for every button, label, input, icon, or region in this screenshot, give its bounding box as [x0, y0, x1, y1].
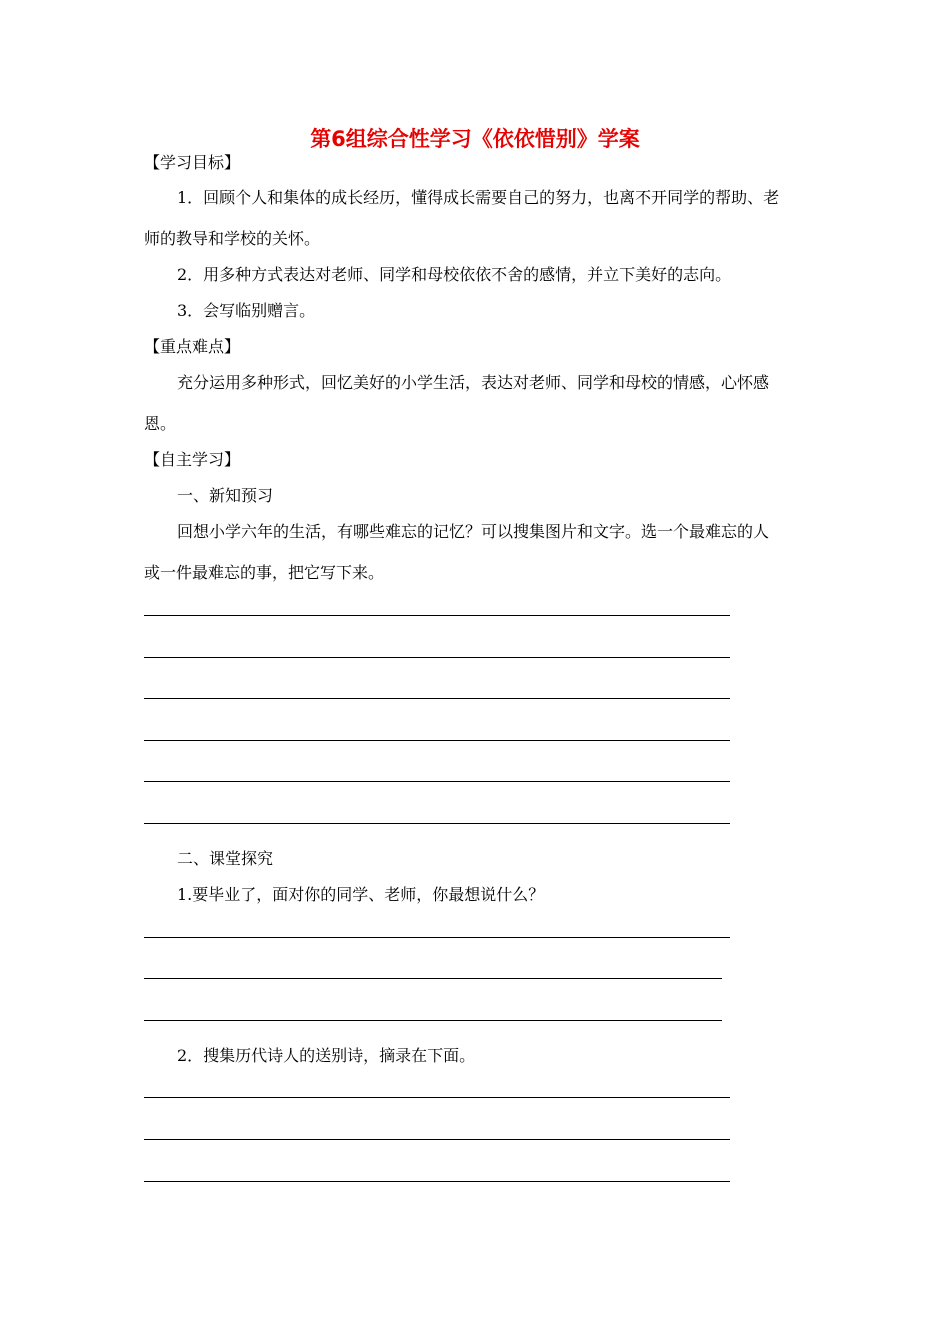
question-2: 2．搜集历代诗人的送别诗，摘录在下面。: [177, 1046, 476, 1065]
part-1-line-2: 或一件最难忘的事，把它写下来。: [144, 563, 385, 582]
answer-line: [144, 615, 730, 616]
answer-line: [144, 1020, 722, 1021]
question-1: 1.要毕业了，面对你的同学、老师，你最想说什么？: [177, 885, 545, 904]
key-points-heading: 【重点难点】: [144, 337, 241, 356]
answer-line: [144, 781, 730, 782]
goal-item-3: 3．会写临别赠言。: [177, 301, 316, 320]
answer-line: [144, 740, 730, 741]
self-study-heading: 【自主学习】: [144, 450, 241, 469]
answer-line: [144, 657, 730, 658]
part-1-title: 一、新知预习: [177, 486, 274, 505]
part-2-title: 二、课堂探究: [177, 849, 274, 868]
answer-line: [144, 698, 730, 699]
answer-line: [144, 937, 730, 938]
answer-line: [144, 1097, 730, 1098]
goal-item-1-line-1: 1．回顾个人和集体的成长经历，懂得成长需要自己的努力，也离不开同学的帮助、老: [177, 188, 780, 207]
answer-line: [144, 823, 730, 824]
answer-line: [144, 1139, 730, 1140]
answer-line: [144, 1181, 730, 1182]
goals-heading: 【学习目标】: [144, 153, 241, 172]
goal-item-1-line-2: 师的教导和学校的关怀。: [144, 229, 321, 248]
key-points-line-1: 充分运用多种形式，回忆美好的小学生活，表达对老师、同学和母校的情感，心怀感: [177, 373, 770, 392]
answer-line: [144, 978, 722, 979]
goal-item-2: 2．用多种方式表达对老师、同学和母校依依不舍的感情，并立下美好的志向。: [177, 265, 732, 284]
key-points-line-2: 恩。: [144, 414, 177, 433]
part-1-line-1: 回想小学六年的生活，有哪些难忘的记忆？可以搜集图片和文字。选一个最难忘的人: [177, 522, 770, 541]
page-title: 第6组综合性学习《依依惜别》学案: [310, 127, 640, 151]
